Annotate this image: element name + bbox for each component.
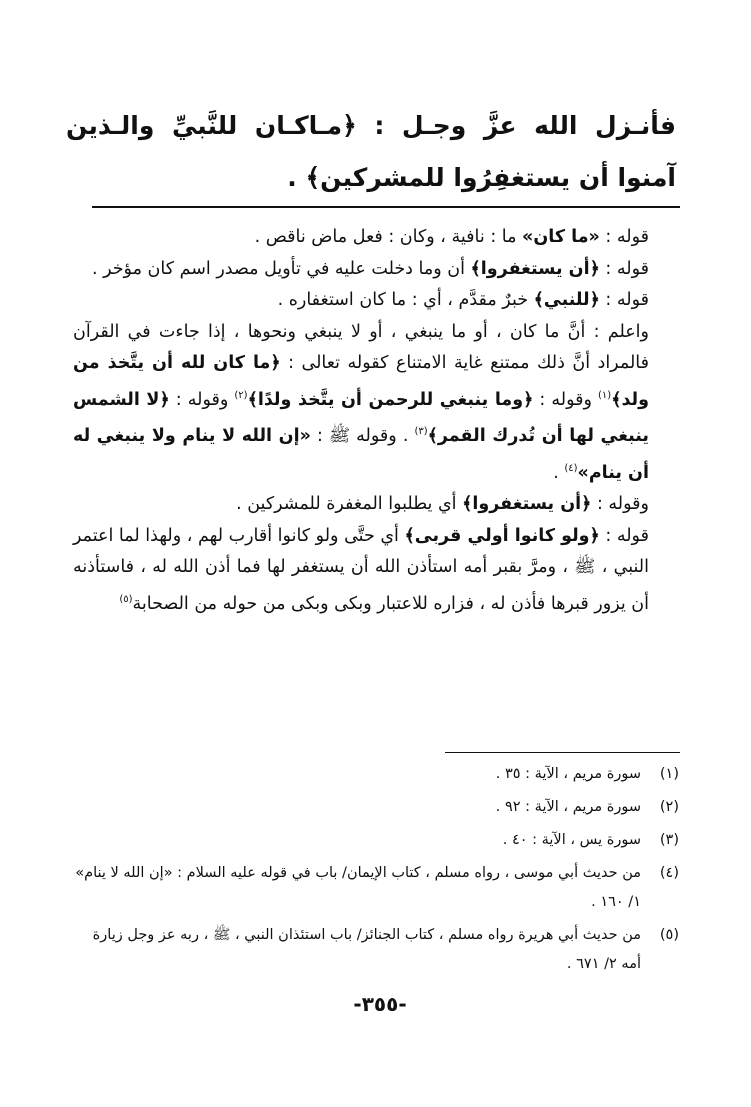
footnotes-block [73, 760, 679, 983]
footnote-ref-4[interactable]: (٤) [564, 462, 578, 474]
footnote-2 [73, 793, 679, 822]
p3-lead: قوله : [599, 290, 649, 311]
p4-quote-1: ﴿ما كان لله أن يتَّخذ من ولد﴾ [73, 353, 649, 410]
p5-lead: وقوله : [591, 494, 649, 515]
p4-text-3: وقوله : [169, 389, 235, 410]
commentary-paragraph-4 [73, 317, 679, 489]
commentary-paragraph-3 [73, 285, 679, 317]
footnote-ref-2[interactable]: (٢) [234, 389, 248, 401]
verse-end: . [287, 163, 306, 192]
p1-term: «ما كان» [522, 227, 600, 247]
footnote-5 [73, 921, 679, 979]
footnote-number: (٣) [659, 832, 679, 848]
footnote-number: (٢) [659, 799, 679, 815]
footnote-3 [73, 826, 679, 855]
commentary-block [73, 222, 679, 620]
footnote-text: من حديث أبي موسى ، رواه مسلم ، كتاب الإيمان/ باب في قوله عليه السلام : «إن الله لا ينام» ١/ ١٦٠ . [75, 865, 641, 910]
p6-lead: قوله : [599, 525, 649, 546]
verse-lead: فأنـزل الله عزَّ وجـل : [356, 111, 676, 140]
footnote-text: سورة يس ، الآية : ٤٠ . [502, 832, 641, 848]
commentary-paragraph-2 [73, 254, 679, 286]
verse-paragraph [66, 100, 676, 204]
p3-text: خبرٌ مقدَّم ، أي : ما كان استغفاره . [277, 290, 534, 311]
footnote-text: سورة مريم ، الآية : ٣٥ . [495, 766, 641, 782]
p1-text: ما : نافية ، وكان : فعل ماض ناقص . [254, 227, 523, 247]
p2-lead: قوله : [599, 258, 649, 279]
p6-text: أي حتَّى ولو كانوا أقارب لهم ، ولهذا لما اعتمر النبي ، ﷺ ، ومرَّ بقبر أمه استأذن الله أن يستغفر لها فما أذن الله له ، فاستأذنه أن يزور قبرها فأذن له ، فزاره للاعتبار وبكى وبكى من حوله من الصحابة [73, 525, 649, 614]
footnote-number: (٤) [659, 865, 679, 881]
p4-text-1: واعلم : أنَّ ما كان ، أو ما ينبغي ، أو لا ينبغي ونحوها ، إذا جاءت في القرآن فالمراد أنَّ ذلك ممتنع غاية الامتناع كقوله تعالى : [73, 321, 649, 374]
p2-term: ﴿أن يستغفروا﴾ [470, 258, 600, 279]
page-number: -٣٥٥- [353, 992, 407, 1016]
footnote-text: سورة مريم ، الآية : ٩٢ . [495, 799, 641, 815]
p3-term: ﴿للنبي﴾ [533, 290, 600, 311]
footnote-ref-3[interactable]: (٣) [414, 426, 428, 438]
p4-quote-4: «إن الله لا ينام ولا ينبغي له أن ينام» [73, 426, 649, 483]
footnote-ref-1[interactable]: (١) [598, 389, 612, 401]
footnote-text: من حديث أبي هريرة رواه مسلم ، كتاب الجنائز/ باب استئذان النبي ، ﷺ ، ربه عز وجل زيارة أمه ٢/ ٦٧١ . [92, 927, 641, 972]
p1-lead: قوله : [599, 227, 649, 247]
footnote-number: (٥) [659, 927, 679, 943]
verse-block [66, 100, 676, 204]
footnote-divider [445, 752, 680, 753]
p5-term: ﴿أن يستغفروا﴾ [462, 494, 592, 515]
commentary-paragraph-1 [73, 222, 679, 254]
p6-term: ﴿ولو كانوا أولي قربى﴾ [404, 525, 600, 546]
p4-text-4: . وقوله ﷺ : [310, 426, 415, 447]
p4-text-5: . [553, 462, 565, 483]
p4-quote-2: ﴿وما ينبغي للرحمن أن يتَّخذ ولدًا﴾ [247, 389, 534, 410]
p4-text-2: وقوله : [533, 389, 598, 410]
commentary-paragraph-6 [73, 521, 679, 621]
verse-quote: ﴿مـاكـان للنَّبيِّ والـذين آمنوا أن يستغفِرُوا للمشركين﴾ [66, 111, 676, 192]
footnote-1 [73, 760, 679, 789]
p4-quote-3: ﴿لا الشمس ينبغي لها أن تُدرك القمر﴾ [73, 389, 649, 447]
footnote-number: (١) [659, 766, 679, 782]
p5-text: أي يطلبوا المغفرة للمشركين . [236, 494, 463, 515]
commentary-paragraph-5 [73, 489, 679, 521]
p2-text: أن وما دخلت عليه في تأويل مصدر اسم كان مؤخر . [91, 258, 471, 279]
footnote-4 [73, 859, 679, 917]
footnote-ref-5[interactable]: (٥) [119, 594, 133, 606]
header-divider [92, 206, 680, 208]
